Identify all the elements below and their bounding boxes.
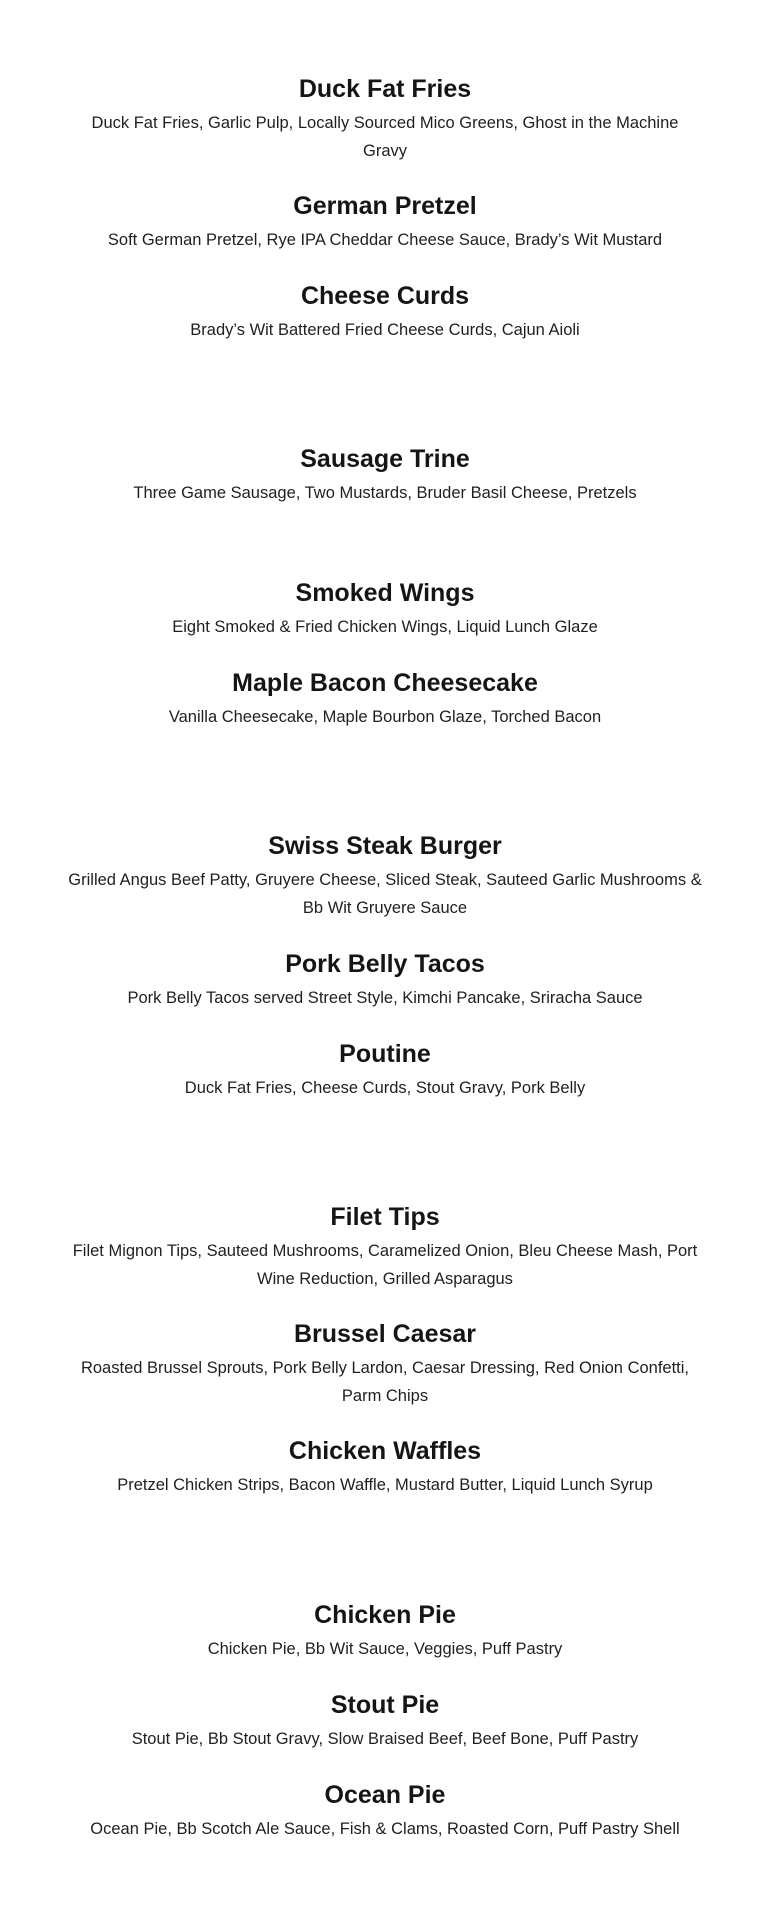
menu-item-title: Cheese Curds — [300, 282, 470, 310]
menu-item-description: Pork Belly Tacos served Street Style, Kimchi Pancake, Sriracha Sauce — [127, 989, 643, 1007]
menu-item-chicken-pie — [75, 1600, 695, 1663]
menu-item-title: Chicken Waffles — [288, 1437, 482, 1465]
menu-item-title: Swiss Steak Burger — [268, 832, 502, 860]
menu-item-duck-fat-fries — [75, 74, 695, 165]
menu-item-title: Duck Fat Fries — [298, 75, 472, 103]
menu-item-brussel-caesar — [75, 1319, 695, 1410]
menu-item-title: Smoked Wings — [295, 579, 475, 607]
menu-item-chicken-waffles — [60, 1436, 710, 1499]
menu-item-stout-pie — [75, 1690, 695, 1753]
menu-item-filet-tips — [60, 1202, 710, 1293]
menu-item-german-pretzel — [75, 191, 695, 254]
menu-item-title: Filet Tips — [330, 1203, 440, 1231]
menu-item-title: German Pretzel — [293, 192, 477, 220]
menu-item-sausage-trine — [75, 444, 695, 507]
menu-item-title: Poutine — [339, 1040, 431, 1068]
menu-item-description: Chicken Pie, Bb Wit Sauce, Veggies, Puff Pastry — [207, 1640, 563, 1658]
menu-item-description: Duck Fat Fries, Cheese Curds, Stout Gravy, Pork Belly — [184, 1079, 586, 1097]
menu-item-description: Ocean Pie, Bb Scotch Ale Sauce, Fish & Clams, Roasted Corn, Puff Pastry Shell — [90, 1820, 680, 1838]
menu-item-description: Eight Smoked & Fried Chicken Wings, Liquid Lunch Glaze — [172, 618, 598, 636]
menu-item-description: Brady’s Wit Battered Fried Cheese Curds, Cajun Aioli — [190, 321, 580, 339]
menu-item-pork-belly-tacos — [60, 949, 710, 1012]
menu-item-description: Stout Pie, Bb Stout Gravy, Slow Braised Beef, Beef Bone, Puff Pastry — [131, 1730, 639, 1748]
menu-item-title: Stout Pie — [330, 1691, 440, 1719]
menu-item-description: Soft German Pretzel, Rye IPA Cheddar Cheese Sauce, Brady’s Wit Mustard — [107, 231, 663, 249]
menu-item-title: Chicken Pie — [314, 1601, 456, 1629]
menu-item-maple-bacon-cheesecake — [75, 668, 695, 731]
menu-item-description: Three Game Sausage, Two Mustards, Bruder Basil Cheese, Pretzels — [133, 484, 637, 502]
menu-item-poutine — [75, 1039, 695, 1102]
menu-item-description: Duck Fat Fries, Garlic Pulp, Locally Sourced Mico Greens, Ghost in the Machine Gravy — [91, 114, 679, 160]
menu-item-description: Grilled Angus Beef Patty, Gruyere Cheese, Sliced Steak, Sauteed Garlic Mushrooms & Bb Wit Gruyere Sauce — [68, 871, 702, 917]
menu-item-description: Filet Mignon Tips, Sauteed Mushrooms, Caramelized Onion, Bleu Cheese Mash, Port Wine Reduction, Grilled Asparagus — [72, 1242, 698, 1288]
menu-item-cheese-curds — [75, 281, 695, 344]
menu-item-description: Roasted Brussel Sprouts, Pork Belly Lardon, Caesar Dressing, Red Onion Confetti, Parm Chips — [80, 1359, 690, 1405]
menu-item-description: Pretzel Chicken Strips, Bacon Waffle, Mustard Butter, Liquid Lunch Syrup — [117, 1476, 653, 1494]
menu-item-swiss-steak-burger — [60, 831, 710, 922]
menu-item-title: Maple Bacon Cheesecake — [232, 669, 538, 697]
menu-item-title: Ocean Pie — [324, 1781, 446, 1809]
menu-item-title: Pork Belly Tacos — [285, 950, 485, 978]
menu-item-smoked-wings — [75, 578, 695, 641]
menu-item-ocean-pie — [60, 1780, 710, 1843]
menu-item-title: Brussel Caesar — [293, 1320, 477, 1348]
menu-item-title: Sausage Trine — [300, 445, 470, 473]
menu-item-description: Vanilla Cheesecake, Maple Bourbon Glaze, Torched Bacon — [168, 708, 602, 726]
